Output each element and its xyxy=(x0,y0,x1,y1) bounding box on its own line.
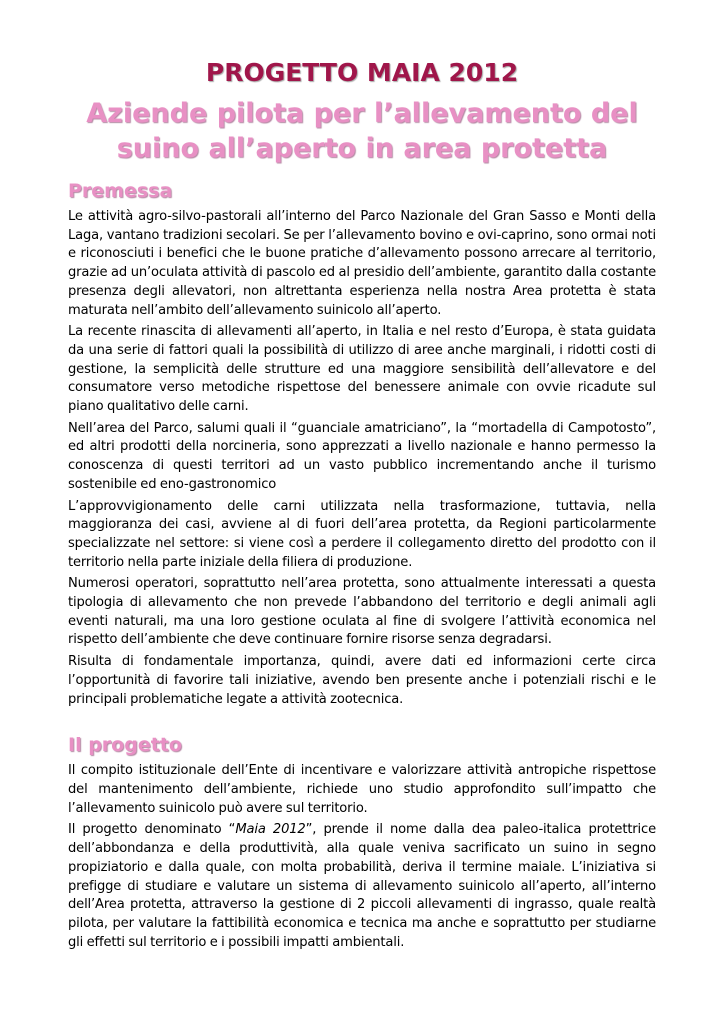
paragraph: Le attività agro-silvo-pastorali all’interno del Parco Nazionale del Gran Sasso e Monti della Laga, vantano tradizioni secolari. Se per l’allevamento bovino e ovi-caprino, sono ormai noti e riconosciuti i benefici che le buone pratiche d’allevamento possono arrecare al territorio, grazie ad un’oculata attività di pascolo ed al presidio dell’ambiente, garantito dalla costante presenza degli allevatori, non altrettanta esperienza nella nostra Area protetta è stata maturata nell’ambito dell’allevamento suinicolo all’aperto. xyxy=(68,209,656,318)
section-heading-il-progetto: Il progetto xyxy=(68,734,182,757)
section-heading-premessa: Premessa xyxy=(68,180,173,202)
paragraph: L’approvvigionamento delle carni utilizzata nella trasformazione, tuttavia, nella maggioranza dei casi, avviene al di fuori dell’area protetta, da Regioni particolarmente specializzate nel settore: si viene così a perdere il collegamento diretto del prodotto con il territorio nella parte iniziale della filiera di produzione. xyxy=(68,498,656,570)
paragraph: La recente rinascita di allevamenti all’aperto, in Italia e nel resto d’Europa, è stata guidata da una serie di fattori quali la possibilità di utilizzo di aree anche marginali, i ridotti costi di gestione, la semplicità delle strutture ed una maggiore sensibilità dell’allevatore e del consumatore verso metodiche rispettose del benessere animale con ovvie ricadute sul piano qualitativo delle carni. xyxy=(68,324,656,415)
paragraph-suffix: ”, prende il nome dalla dea paleo-italica protettrice dell’abbondanza e della produttività, alla quale veniva sacrificato un suino in segno propiziatorio e dalla quale, con molta probabilità, deriva il termine maiale. L’iniziativa si prefigge di studiare e valutare un sistema di allevamento suinicolo all’aperto, all’interno dell’Area protetta, attraverso la gestione di 2 piccoli allevamenti di ingrasso, quale realtà pilota, per valutare la fattibilità economica e tecnica ma anche e soprattutto per studiarne gli effetti sul territorio e i possibili impatti ambientali. xyxy=(68,822,656,950)
paragraph: Numerosi operatori, soprattutto nell’area protetta, sono attualmente interessati a questa tipologia di allevamento che non prevede l’abbandono del territorio e degli animali agli eventi naturali, ma una loro gestione oculata al fine di svolgere l’attività economica nel rispetto dell’ambiente che deve continuare fornire risorse senza degradarsi. xyxy=(68,576,656,648)
paragraph-prefix: Il progetto denominato “ xyxy=(68,822,236,838)
subtitle-line-2: suino all’aperto in area protetta xyxy=(116,133,608,164)
page-subtitle xyxy=(68,96,656,166)
project-name-italic: Maia 2012 xyxy=(235,822,306,838)
paragraph: Risulta di fondamentale importanza, quindi, avere dati ed informazioni certe circa l’opportunità di favorire tali iniziative, avendo ben presente anche i potenziali rischi e le principali problematiche legate a attività zootecnica. xyxy=(68,654,656,707)
document-page xyxy=(68,56,656,955)
paragraph: Il compito istituzionale dell’Ente di incentivare e valorizzare attività antropiche rispettose del mantenimento dell’ambiente, richiede uno studio approfondito sull’impatto che l’allevamento suinicolo può avere sul territorio. xyxy=(68,763,656,816)
paragraph-maia xyxy=(68,821,656,952)
paragraph: Nell’area del Parco, salumi quali il “guanciale amatriciano”, la “mortadella di Campotosto”, ed altri prodotti della norcineria, sono apprezzati a livello nazionale e hanno permesso la conoscenza di questi territori ad un vasto pubblico incrementando anche il turismo sostenibile ed eno-gastronomico xyxy=(68,420,656,492)
subtitle-line-1: Aziende pilota per l’allevamento del xyxy=(86,98,638,129)
page-title: PROGETTO MAIA 2012 xyxy=(205,58,519,87)
